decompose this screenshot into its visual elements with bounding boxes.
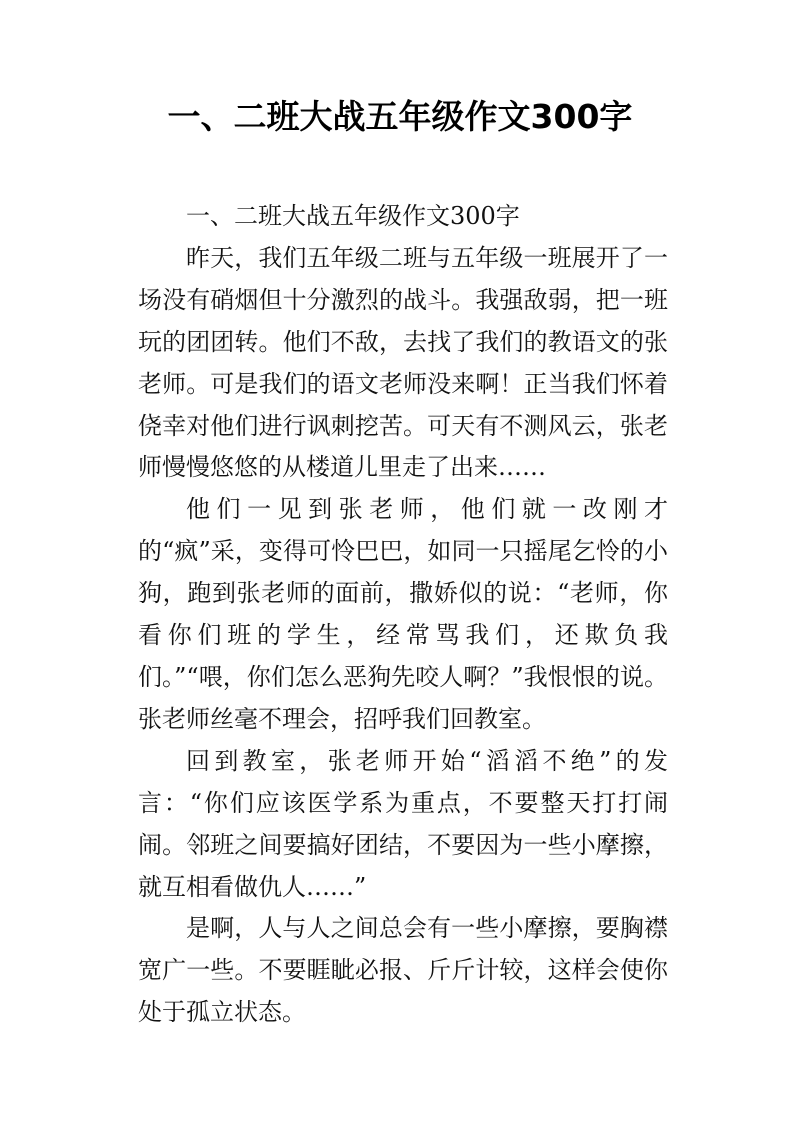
paragraph: 昨天，我们五年级二班与五年级一班展开了一场没有硝烟但十分激烈的战斗。我强敌弱，把一班玩的团团转。他们不敌，去找了我们的教语文的张老师。可是我们的语文老师没来啊！正当我们怀着侥幸对他们进行讽刺挖苦。可天有不测风云，张老师慢慢悠悠的从楼道儿里走了出来…… xyxy=(138,243,668,482)
paragraph: 他们一见到张老师，他们就一改刚才的“疯”采，变得可怜巴巴，如同一只摇尾乞怜的小狗，跑到张老师的面前，撒娇似的说：“老师，你看你们班的学生，经常骂我们，还欺负我们。”“喂，你们怎么恶狗先咬人啊？”我恨恨的说。张老师丝毫不理会，招呼我们回教室。 xyxy=(138,495,668,733)
document-title: 一、二班大战五年级作文300字 xyxy=(167,97,633,136)
paragraph: 回到教室，张老师开始“滔滔不绝”的发言：“你们应该医学系为重点，不要整天打打闹闹。邻班之间要搞好团结，不要因为一些小摩擦，就互相看做仇人……” xyxy=(138,746,668,901)
paragraph: 是啊，人与人之间总会有一些小摩擦，要胸襟宽广一些。不要睚眦必报、斤斤计较，这样会使你处于孤立状态。 xyxy=(138,914,668,1027)
paragraph-subtitle: 一、二班大战五年级作文300字 xyxy=(186,202,520,230)
document-body xyxy=(138,196,668,1034)
